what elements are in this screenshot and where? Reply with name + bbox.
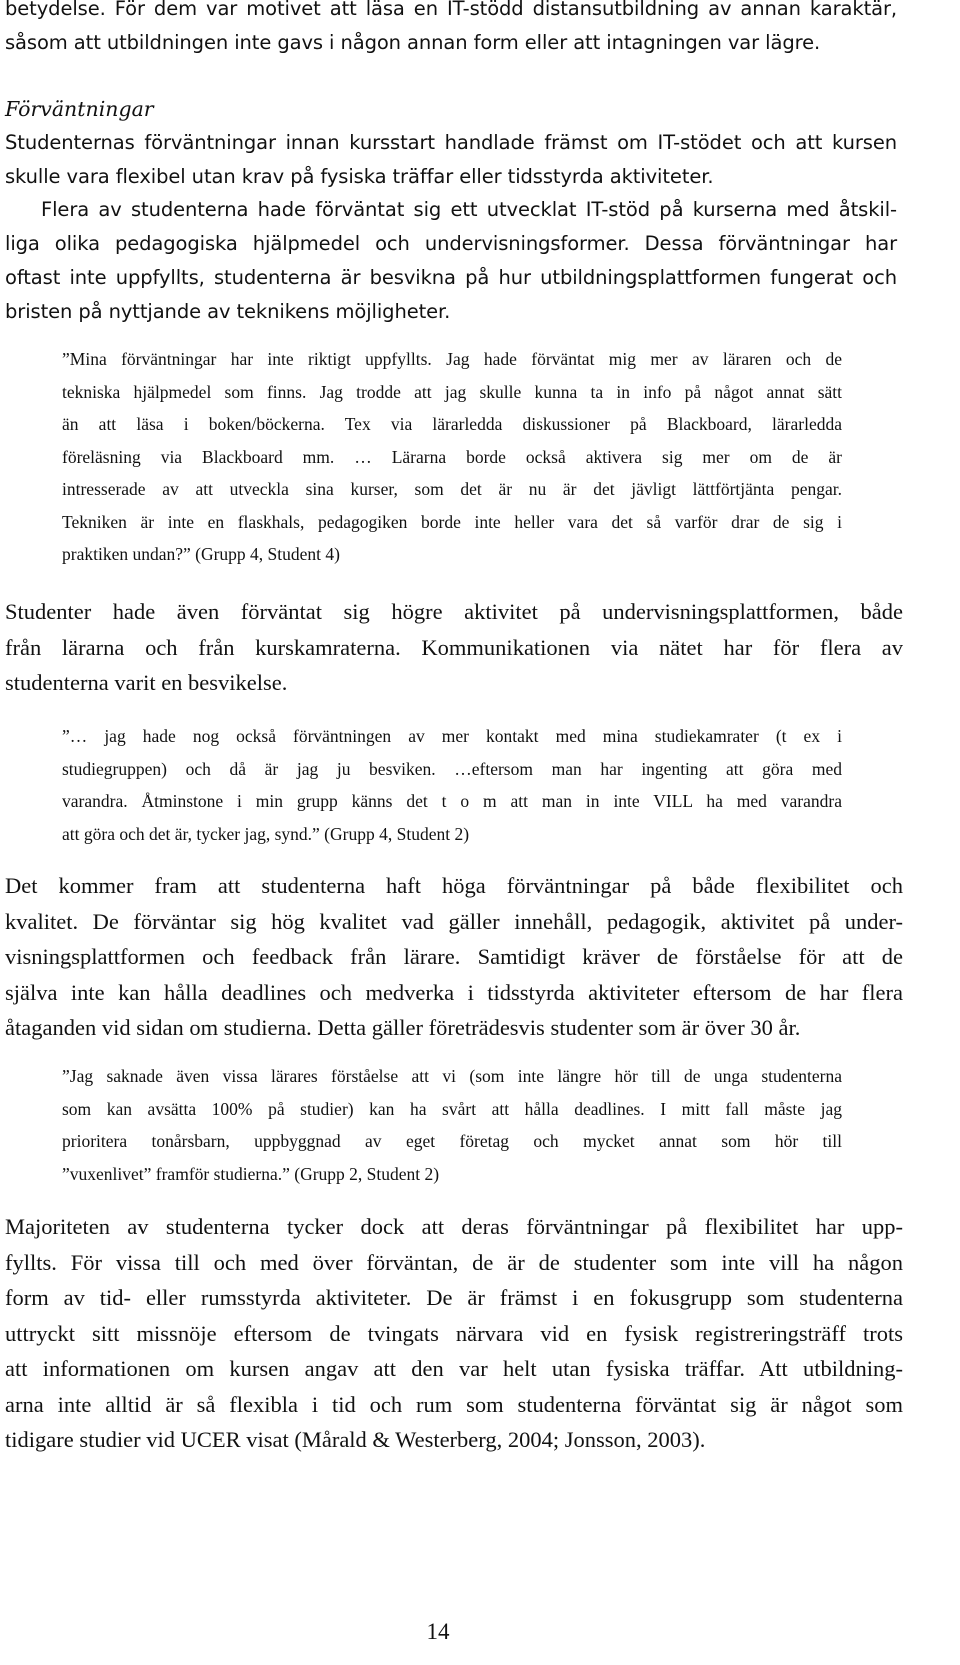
quote-line: Tekniken är inte en flaskhals, pedagogiken borde inte heller vara det så varför drar de sig i <box>62 511 842 532</box>
text-line: åtaganden vid sidan om studierna. Detta gäller företrädesvis studenter som är över 30 år. <box>5 1015 801 1040</box>
blockquote-grupp4-student4 <box>62 343 842 571</box>
blockquote-grupp4-student2 <box>62 720 842 850</box>
paragraph-flera <box>5 193 897 329</box>
quote-line: än att läsa i boken/böckerna. Tex via lärarledda diskussioner på Blackboard, lärarledda <box>62 414 842 434</box>
text-line: Det kommer fram att studenterna haft höga förväntningar på både flexibilitet och <box>5 873 903 898</box>
quote-line: ”Mina förväntningar har inte riktigt uppfyllts. Jag hade förväntat mig mer av läraren och de <box>62 349 842 369</box>
quote-line: intresserade av att utveckla sina kurser, som det är nu är det jävligt lättförtjänta pengar. <box>62 479 842 499</box>
quote-line: ”… jag hade nog också förväntningen av mer kontakt med mina studiekamrater (t ex i <box>62 726 842 746</box>
quote-line: som kan avsätta 100% på studier) kan ha svårt att hålla deadlines. I mitt fall måste jag <box>62 1098 842 1119</box>
quote-line: prioritera tonårsbarn, uppbyggnad av eget företag och mycket annat som hör till <box>62 1131 842 1151</box>
paragraph-majoriteten <box>5 1209 903 1458</box>
paragraph-studenter <box>5 594 903 701</box>
text-line: såsom att utbildningen inte gavs i någon annan form eller att intagningen var lägre. <box>5 31 821 54</box>
quote-line: föreläsning via Blackboard mm. … Lärarna borde också aktivera sig mer om de är <box>62 446 842 467</box>
paragraph-continuation <box>5 0 897 60</box>
text-line: tidigare studier vid UCER visat (Mårald & Westerberg, 2004; Jonsson, 2003). <box>5 1427 706 1452</box>
quote-line: ”Jag saknade även vissa lärares förståelse att vi (som inte längre hör till de unga studenterna <box>62 1066 842 1086</box>
paragraph-expectations <box>5 126 897 194</box>
page-number: 14 <box>426 1619 450 1644</box>
quote-line: praktiken undan?” (Grupp 4, Student 4) <box>62 544 340 564</box>
text-line: arna inte alltid är så flexibla i tid och rum som studenterna förväntat sig är något som <box>5 1391 903 1417</box>
text-line: att informationen om kursen angav att den var helt utan fysiska träffar. Att utbildning- <box>5 1356 903 1381</box>
text-line: fyllts. För vissa till och med över förväntan, de är de studenter som inte vill ha någon <box>5 1249 903 1275</box>
text-line: form av tid- eller rumsstyrda aktiviteter. De är främst i en fokusgrupp som studenterna <box>5 1285 903 1310</box>
quote-line: studiegruppen) och då är jag ju besviken. …eftersom man har ingenting att göra med <box>62 758 842 779</box>
text-line: oftast inte uppfyllts, studenterna är besvikna på hur utbildningsplattformen fungerat och <box>5 266 897 289</box>
blockquote-grupp2-student2 <box>62 1060 842 1190</box>
paragraph-det-kommer <box>5 868 903 1046</box>
text-line: studenterna varit en besvikelse. <box>5 670 288 695</box>
text-line: betydelse. För dem var motivet att läsa en IT-stödd distansutbildning av annan karaktär, <box>5 0 897 20</box>
quote-line: varandra. Åtminstone i min grupp känns det t o m att man in inte VILL ha med varandra <box>62 791 842 811</box>
section-heading: Förväntningar <box>5 97 154 121</box>
text-line: skulle vara flexibel utan krav på fysiska träffar eller tidsstyrda aktiviteter. <box>5 165 714 188</box>
text-line: själva inte kan hålla deadlines och medverka i tidsstyrda aktiviteter eftersom de har flera <box>5 979 903 1005</box>
quote-line: att göra och det är, tycker jag, synd.” (Grupp 4, Student 2) <box>62 823 470 844</box>
text-line: visningsplattformen och feedback från lärare. Samtidigt kräver de förståelse för att de <box>5 944 903 969</box>
quote-line: ”vuxenlivet” framför studierna.” (Grupp 2, Student 2) <box>62 1163 440 1184</box>
text-line: liga olika pedagogiska hjälpmedel och undervisningsformer. Dessa förväntningar har <box>5 232 897 255</box>
text-line: Majoriteten av studenterna tycker dock att deras förväntningar på flexibilitet har upp- <box>5 1214 903 1239</box>
text-line: uttryckt sitt missnöje eftersom de tvingats närvara vid en fysisk registreringsträff trots <box>5 1320 903 1346</box>
text-line: Studenter hade även förväntat sig högre aktivitet på undervisningsplattformen, både <box>5 599 903 624</box>
text-line: Flera av studenterna hade förväntat sig ett utvecklat IT-stöd på kurserna med åtskil- <box>41 198 897 221</box>
text-line: från lärarna och från kurskamraterna. Kommunikationen via nätet har för flera av <box>5 634 903 660</box>
text-line: kvalitet. De förväntar sig hög kvalitet vad gäller innehåll, pedagogik, aktivitet på under- <box>5 908 903 934</box>
quote-line: tekniska hjälpmedel som finns. Jag trodde att jag skulle kunna ta in info på något annat sätt <box>62 381 842 402</box>
text-line: Studenternas förväntningar innan kursstart handlade främst om IT-stödet och att kursen <box>5 131 897 154</box>
text-line: bristen på nyttjande av teknikens möjligheter. <box>5 300 451 323</box>
